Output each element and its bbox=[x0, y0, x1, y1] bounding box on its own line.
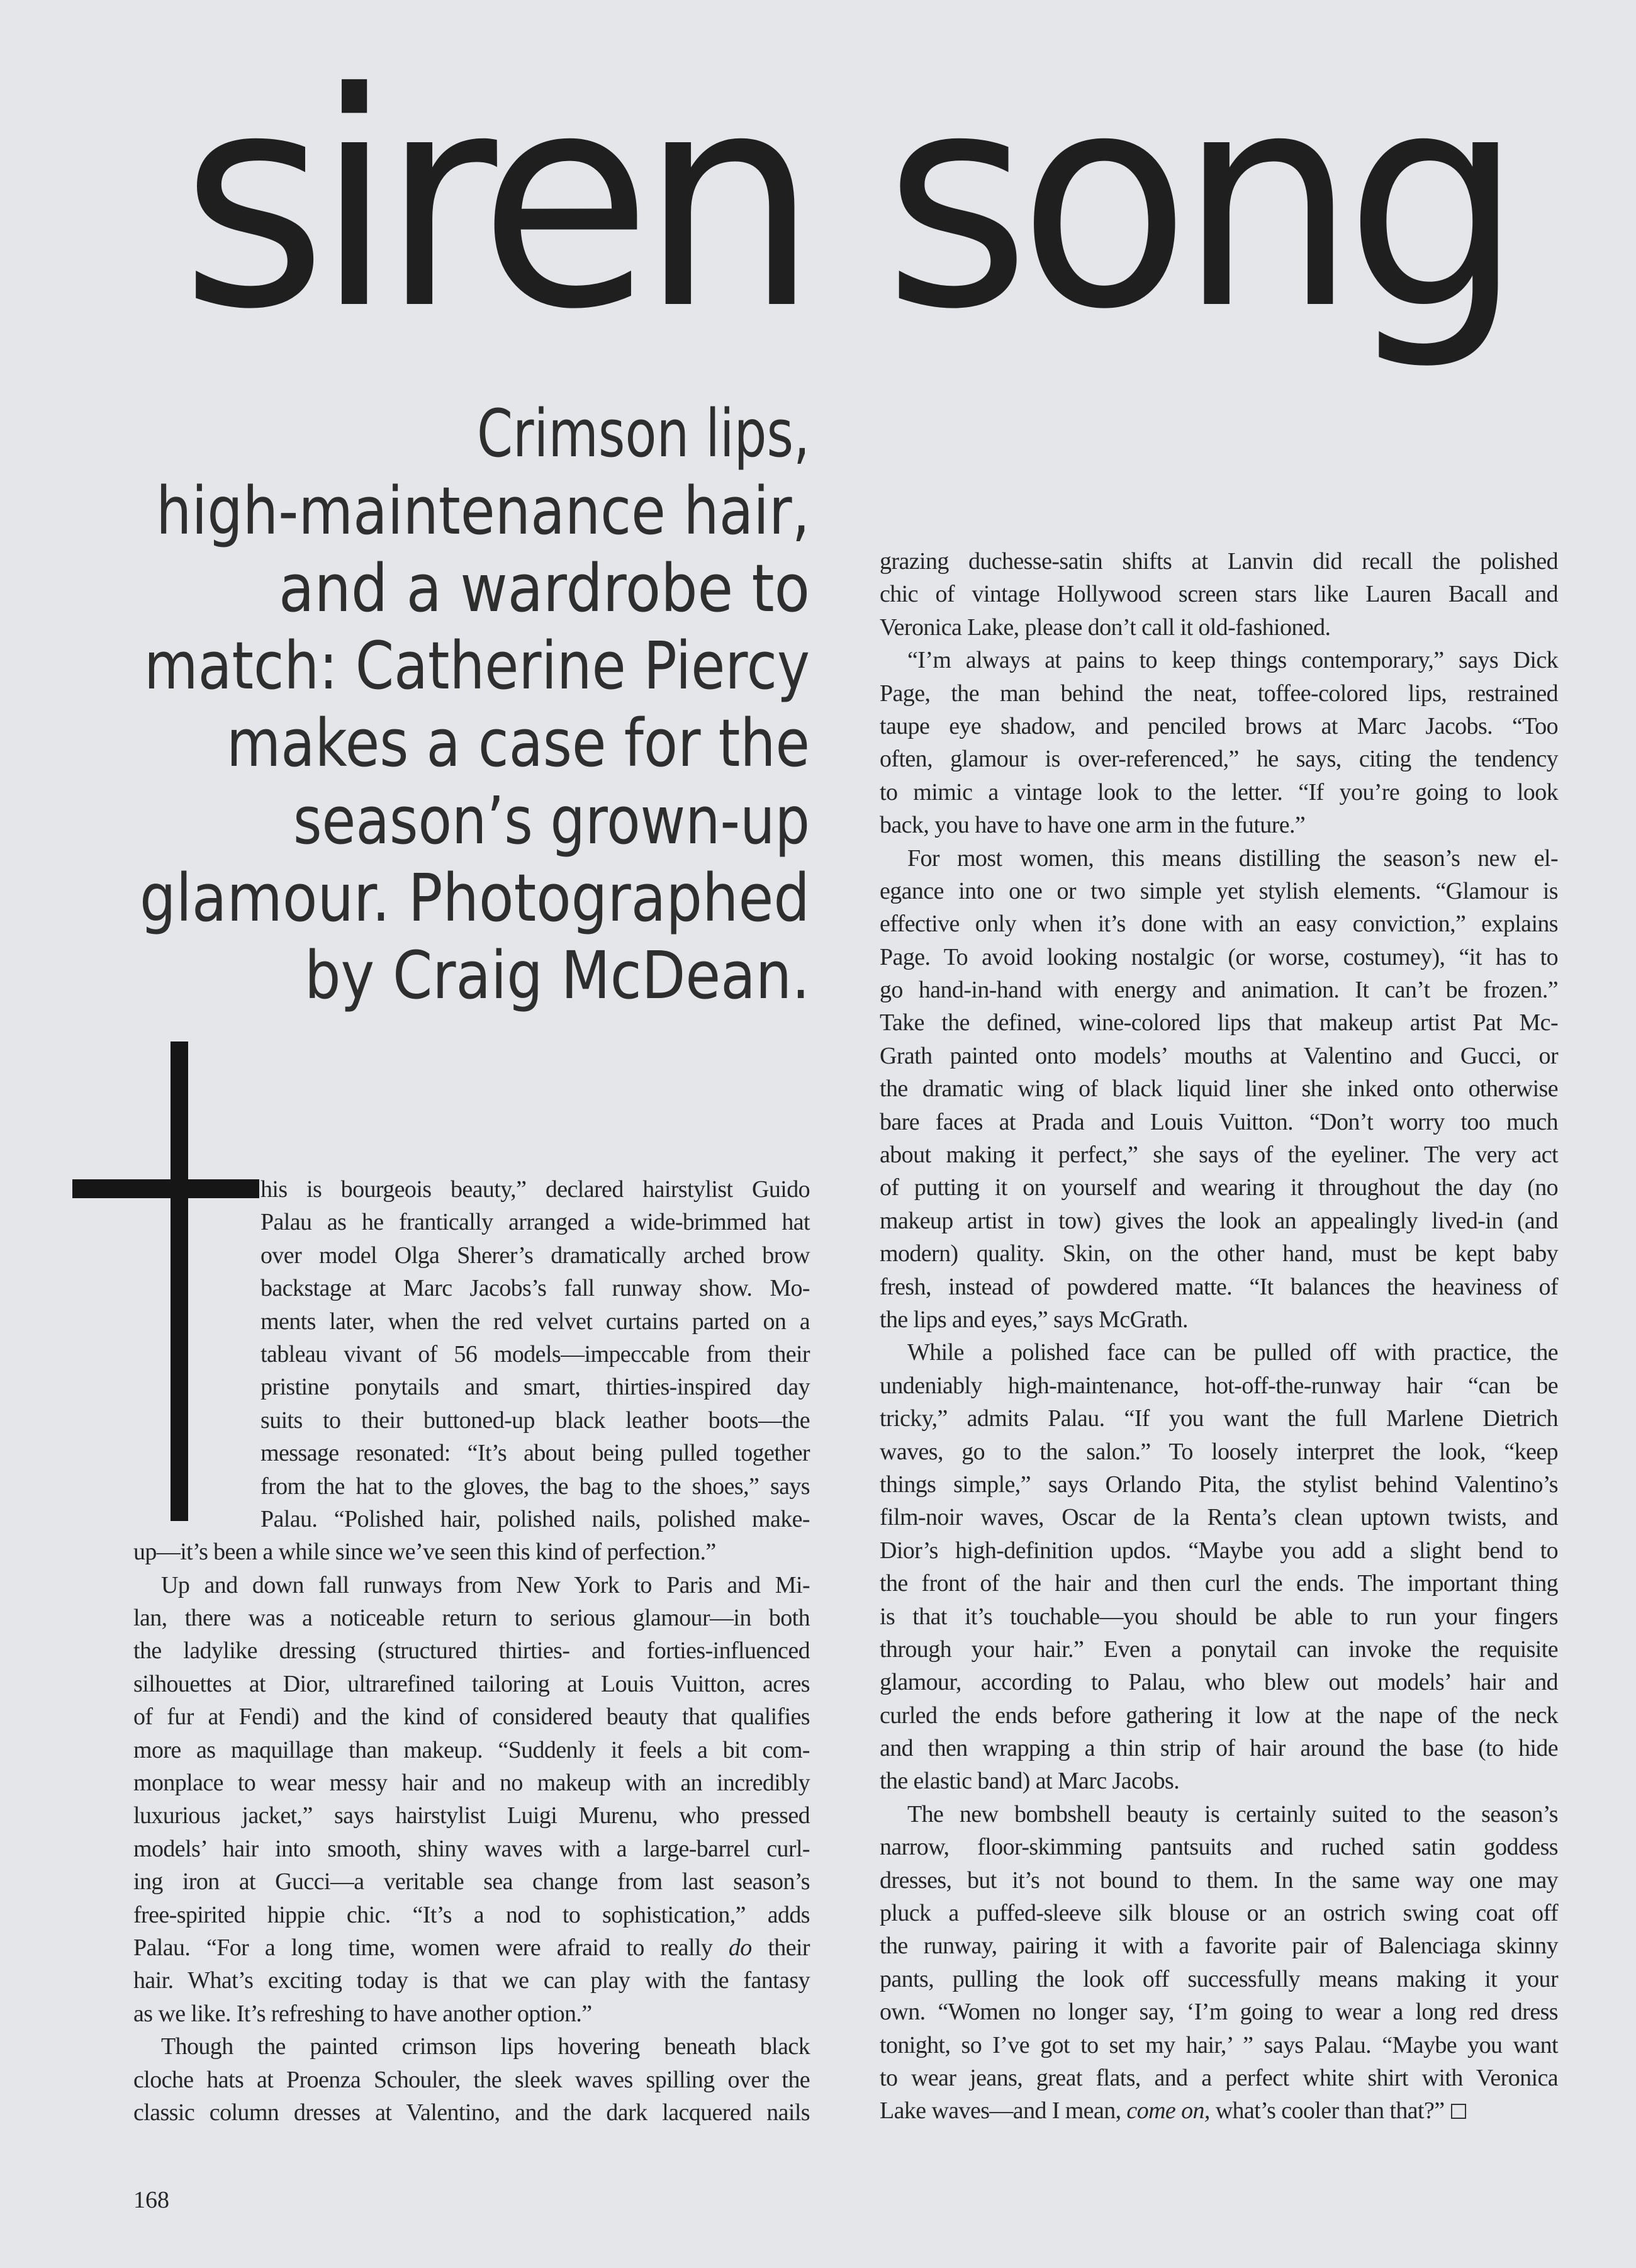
article-dek bbox=[0, 378, 881, 1019]
text-run: The new bombshell beauty is certainly suited to the season’s bbox=[907, 1800, 1558, 1827]
text-run: Palau. “For a long time, women were afraid to really bbox=[133, 1934, 729, 1961]
text-run: monplace to wear messy hair and no makeup with an incredibly bbox=[133, 1770, 810, 1797]
body-text-line bbox=[880, 1567, 1558, 1600]
text-run: While a polished face can be pulled off with practice, the bbox=[907, 1339, 1558, 1366]
text-run: classic column dresses at Valentino, and the dark lacquered nails bbox=[133, 2099, 810, 2126]
body-text-line bbox=[133, 1602, 810, 1634]
body-text-line bbox=[261, 1371, 810, 1403]
body-text-line bbox=[261, 1272, 810, 1305]
body-text-line bbox=[880, 1666, 1558, 1698]
text-run: the ladylike dressing (structured thirties- and forties-influenced bbox=[133, 1637, 810, 1665]
body-text-line bbox=[880, 2029, 1558, 2062]
text-run: what’s cooler than that?” bbox=[1209, 2097, 1445, 2125]
text-run: up—it’s been a while since we’ve seen this kind of perfection.” bbox=[133, 1539, 716, 1566]
body-text-line bbox=[880, 611, 1558, 644]
body-text-line bbox=[880, 1963, 1558, 1996]
body-text-line bbox=[261, 1404, 810, 1437]
body-text-line bbox=[880, 1798, 1558, 1831]
text-run: “I’m always at pains to keep things contemporary,” says Dick bbox=[907, 647, 1558, 674]
body-text-line bbox=[133, 1535, 810, 1568]
body-text-line bbox=[880, 578, 1558, 610]
text-run: pristine ponytails and smart, thirties-inspired day bbox=[261, 1374, 810, 1401]
body-text-line bbox=[880, 710, 1558, 743]
body-text-line bbox=[880, 809, 1558, 841]
body-text-line bbox=[880, 1897, 1558, 1929]
body-text-line bbox=[880, 974, 1558, 1006]
text-run: makeup artist in tow) gives the look an appealingly lived-in (and bbox=[880, 1207, 1558, 1234]
text-run: Grath painted onto models’ mouths at Valentino and Gucci, or bbox=[880, 1042, 1558, 1069]
dek-line: makes a case for the bbox=[227, 705, 810, 782]
text-run: the lips and eyes,” says McGrath. bbox=[880, 1306, 1188, 1333]
text-run: often, glamour is over-referenced,” he says, citing the tendency bbox=[880, 746, 1558, 773]
body-text-line bbox=[133, 1734, 810, 1766]
text-run: the runway, pairing it with a favorite pair of Balenciaga skinny bbox=[880, 1933, 1558, 1960]
body-text-line bbox=[880, 1040, 1558, 1072]
text-run: is that it’s touchable—you should be able to run your fingers bbox=[880, 1603, 1558, 1630]
text-run: chic of vintage Hollywood screen stars like Lauren Bacall and bbox=[880, 581, 1558, 608]
text-run: luxurious jacket,” says hairstylist Luigi Murenu, who pressed bbox=[133, 1802, 810, 1829]
text-run: go hand-in-hand with energy and animation. It can’t be frozen.” bbox=[880, 977, 1558, 1004]
body-text-line bbox=[261, 1206, 810, 1238]
text-run: curled the ends before gathering it low at the nape of the neck bbox=[880, 1702, 1558, 1729]
body-text-line bbox=[880, 875, 1558, 907]
text-run: things simple,” says Orlando Pita, the stylist behind Valentino’s bbox=[880, 1471, 1558, 1498]
dek-line: glamour. Photographed bbox=[140, 860, 810, 936]
body-text-line bbox=[880, 545, 1558, 578]
body-text-line bbox=[133, 2030, 810, 2063]
body-text-line bbox=[880, 842, 1558, 875]
text-run: egance into one or two simple yet stylish elements. “Glamour is bbox=[880, 877, 1558, 904]
dek-line: Crimson lips, bbox=[477, 395, 810, 472]
text-run: more as maquillage than makeup. “Suddenly it feels a bit com- bbox=[133, 1736, 810, 1763]
text-run: Up and down fall runways from New York to Paris and Mi- bbox=[161, 1571, 810, 1598]
dek-line: match: Catherine Piercy bbox=[144, 627, 810, 704]
body-text-line bbox=[880, 1435, 1558, 1468]
text-run: For most women, this means distilling the season’s new el- bbox=[907, 845, 1558, 872]
text-run: glamour, according to Palau, who blew out models’ hair and bbox=[880, 1669, 1558, 1696]
text-run: bare faces at Prada and Louis Vuitton. “Don’t worry too much bbox=[880, 1108, 1558, 1135]
body-text-line bbox=[133, 1899, 810, 1931]
text-run: free-spirited hippie chic. “It’s a nod to sophistication,” adds bbox=[133, 1901, 810, 1928]
body-text-line bbox=[880, 1402, 1558, 1435]
text-run: over model Olga Sherer’s dramatically arched brow bbox=[261, 1242, 810, 1269]
dek-line: and a wardrobe to bbox=[279, 550, 810, 627]
body-text-line bbox=[261, 1239, 810, 1272]
text-run: his is bourgeois beauty,” declared hairstylist Guido bbox=[261, 1176, 810, 1203]
text-run: through your hair.” Even a ponytail can invoke the requisite bbox=[880, 1636, 1558, 1663]
body-text-line bbox=[880, 1600, 1558, 1633]
body-text-line bbox=[133, 1799, 810, 1832]
text-run: pluck a puffed-sleeve silk blouse or an ostrich swing coat off bbox=[880, 1900, 1558, 1927]
body-text-line bbox=[880, 1831, 1558, 1863]
body-text-line bbox=[880, 1006, 1558, 1039]
body-text-line bbox=[261, 1503, 810, 1535]
text-run: models’ hair into smooth, shiny waves with a large-barrel curl- bbox=[133, 1835, 810, 1862]
body-text-line bbox=[133, 1700, 810, 1733]
text-run: message resonated: “It’s about being pulled together bbox=[261, 1440, 810, 1467]
text-run: to mimic a vintage look to the letter. “If you’re going to look bbox=[880, 778, 1558, 806]
text-run: back, you have to have one arm in the future.” bbox=[880, 812, 1306, 839]
text-run: suits to their buttoned-up black leather boots—the bbox=[261, 1406, 810, 1434]
text-run: lan, there was a noticeable return to serious glamour—in both bbox=[133, 1605, 810, 1632]
body-text-line bbox=[880, 1468, 1558, 1501]
body-text-line bbox=[880, 1072, 1558, 1105]
body-text-line bbox=[880, 2094, 1558, 2127]
body-text-line bbox=[133, 1997, 810, 2030]
text-run: tricky,” admits Palau. “If you want the full Marlene Dietrich bbox=[880, 1405, 1558, 1432]
body-text-line bbox=[880, 1732, 1558, 1765]
text-run: the dramatic wing of black liquid liner she inked onto otherwise bbox=[880, 1075, 1558, 1103]
body-text-line bbox=[880, 1996, 1558, 2028]
body-text-line bbox=[880, 1765, 1558, 1797]
body-column-left bbox=[133, 1173, 810, 2129]
italic-run: do bbox=[728, 1934, 752, 1961]
text-run: waves, go to the salon.” To loosely interpret the look, “keep bbox=[880, 1438, 1558, 1465]
text-run: from the hat to the gloves, the bag to the shoes,” says bbox=[261, 1473, 810, 1500]
text-run: Page, the man behind the neat, toffee-colored lips, restrained bbox=[880, 680, 1558, 707]
text-run: effective only when it’s done with an easy conviction,” explains bbox=[880, 911, 1558, 938]
dek-line: by Craig McDean. bbox=[305, 937, 810, 1014]
text-run: pants, pulling the look off successfully means making it your bbox=[880, 1965, 1558, 1992]
body-text-line bbox=[880, 1271, 1558, 1303]
body-text-line bbox=[880, 1534, 1558, 1567]
body-text-line bbox=[261, 1338, 810, 1371]
body-text-line bbox=[880, 1699, 1558, 1732]
body-text-line bbox=[880, 644, 1558, 676]
text-run: Take the defined, wine-colored lips that makeup artist Pat Mc- bbox=[880, 1009, 1558, 1036]
text-run: ing iron at Gucci—a veritable sea change from last season’s bbox=[133, 1868, 810, 1895]
text-run: Lake waves—and I mean, bbox=[880, 2097, 1127, 2125]
body-text-line bbox=[261, 1173, 810, 1206]
text-run: dresses, but it’s not bound to them. In the same way one may bbox=[880, 1867, 1558, 1894]
text-run: their bbox=[751, 1934, 810, 1961]
text-run: hair. What’s exciting today is that we can play with the fantasy bbox=[133, 1967, 810, 1994]
body-column-right bbox=[880, 545, 1558, 2128]
text-run: narrow, floor-skimming pantsuits and ruched satin goddess bbox=[880, 1834, 1558, 1861]
text-run: of putting it on yourself and wearing it throughout the day (no bbox=[880, 1174, 1558, 1201]
dek-line: high-maintenance hair, bbox=[156, 473, 810, 549]
text-run: to wear jeans, great flats, and a perfect white shirt with Veronica bbox=[880, 2064, 1558, 2091]
end-of-article-mark-icon bbox=[1451, 2104, 1466, 2119]
body-text-line bbox=[261, 1470, 810, 1503]
text-run: Palau as he frantically arranged a wide-brimmed hat bbox=[261, 1209, 810, 1236]
italic-run: come on, bbox=[1126, 2097, 1210, 2125]
body-text-line bbox=[880, 1633, 1558, 1666]
body-text-line bbox=[880, 1501, 1558, 1534]
body-text-line bbox=[261, 1305, 810, 1338]
body-text-line bbox=[133, 1931, 810, 1964]
body-text-line bbox=[261, 1437, 810, 1469]
text-run: Palau. “Polished hair, polished nails, polished make- bbox=[261, 1505, 810, 1532]
text-run: grazing duchesse-satin shifts at Lanvin did recall the polished bbox=[880, 548, 1558, 575]
text-run: the elastic band) at Marc Jacobs. bbox=[880, 1768, 1180, 1795]
body-text-line bbox=[880, 1204, 1558, 1237]
text-run: cloche hats at Proenza Schouler, the sleek waves spilling over the bbox=[133, 2066, 810, 2093]
text-run: modern) quality. Skin, on the other hand, must be kept baby bbox=[880, 1240, 1558, 1267]
body-text-line bbox=[880, 1336, 1558, 1369]
text-run: fresh, instead of powdered matte. “It balances the heaviness of bbox=[880, 1273, 1558, 1300]
body-text-line bbox=[133, 1865, 810, 1898]
text-run: tonight, so I’ve got to set my hair,’ ” says Palau. “Maybe you want bbox=[880, 2031, 1558, 2058]
body-text-line bbox=[133, 1766, 810, 1799]
text-run: silhouettes at Dior, ultrarefined tailoring at Louis Vuitton, acres bbox=[133, 1670, 810, 1697]
body-text-line bbox=[133, 1634, 810, 1667]
text-run: Dior’s high-definition updos. “Maybe you add a slight bend to bbox=[880, 1537, 1558, 1564]
body-text-line bbox=[133, 1833, 810, 1865]
body-text-line bbox=[133, 1668, 810, 1700]
body-text-line bbox=[880, 1929, 1558, 1962]
body-text-line bbox=[880, 677, 1558, 710]
body-text-line bbox=[880, 1171, 1558, 1204]
text-run: taupe eye shadow, and penciled brows at Marc Jacobs. “Too bbox=[880, 712, 1558, 739]
text-run: about making it perfect,” she says of the eyeliner. The very act bbox=[880, 1142, 1558, 1169]
text-run: tableau vivant of 56 models—impeccable from their bbox=[261, 1340, 810, 1367]
article-title-text: siren song bbox=[181, 30, 1511, 374]
text-run: backstage at Marc Jacobs’s fall runway show. Mo- bbox=[261, 1275, 810, 1302]
body-text-line bbox=[880, 776, 1558, 809]
text-run: Page. To avoid looking nostalgic (or worse, costumey), “it has to bbox=[880, 943, 1558, 970]
body-text-line bbox=[133, 2063, 810, 2096]
body-text-line bbox=[880, 907, 1558, 940]
dek-line: season’s grown-up bbox=[293, 782, 810, 859]
body-text-line bbox=[880, 1237, 1558, 1270]
body-text-line bbox=[880, 1138, 1558, 1171]
text-run: ments later, when the red velvet curtains parted on a bbox=[261, 1308, 810, 1335]
body-text-line bbox=[880, 1864, 1558, 1897]
text-run: undeniably high-maintenance, hot-off-the-runway hair “can be bbox=[880, 1372, 1558, 1399]
body-text-line bbox=[880, 2062, 1558, 2094]
text-run: as we like. It’s refreshing to have another option.” bbox=[133, 2000, 592, 2027]
body-text-line bbox=[133, 1964, 810, 1997]
text-run: Veronica Lake, please don’t call it old-fashioned. bbox=[880, 614, 1331, 641]
body-text-line bbox=[880, 743, 1558, 775]
text-run: film-noir waves, Oscar de la Renta’s clean uptown twists, and bbox=[880, 1504, 1558, 1531]
page-number: 168 bbox=[133, 2187, 169, 2213]
text-run: own. “Women no longer say, ‘I’m going to wear a long red dress bbox=[880, 1999, 1558, 2026]
text-run: Though the painted crimson lips hovering beneath black bbox=[161, 2033, 810, 2060]
text-run: of fur at Fendi) and the kind of considered beauty that qualifies bbox=[133, 1704, 810, 1731]
body-text-line bbox=[880, 941, 1558, 974]
body-text-line bbox=[133, 2096, 810, 2129]
body-text-line bbox=[880, 1303, 1558, 1336]
body-text-line bbox=[133, 1569, 810, 1602]
body-text-line bbox=[880, 1106, 1558, 1138]
body-text-line bbox=[880, 1369, 1558, 1402]
text-run: the front of the hair and then curl the ends. The important thing bbox=[880, 1570, 1558, 1597]
text-run: and then wrapping a thin strip of hair around the base (to hide bbox=[880, 1735, 1558, 1762]
